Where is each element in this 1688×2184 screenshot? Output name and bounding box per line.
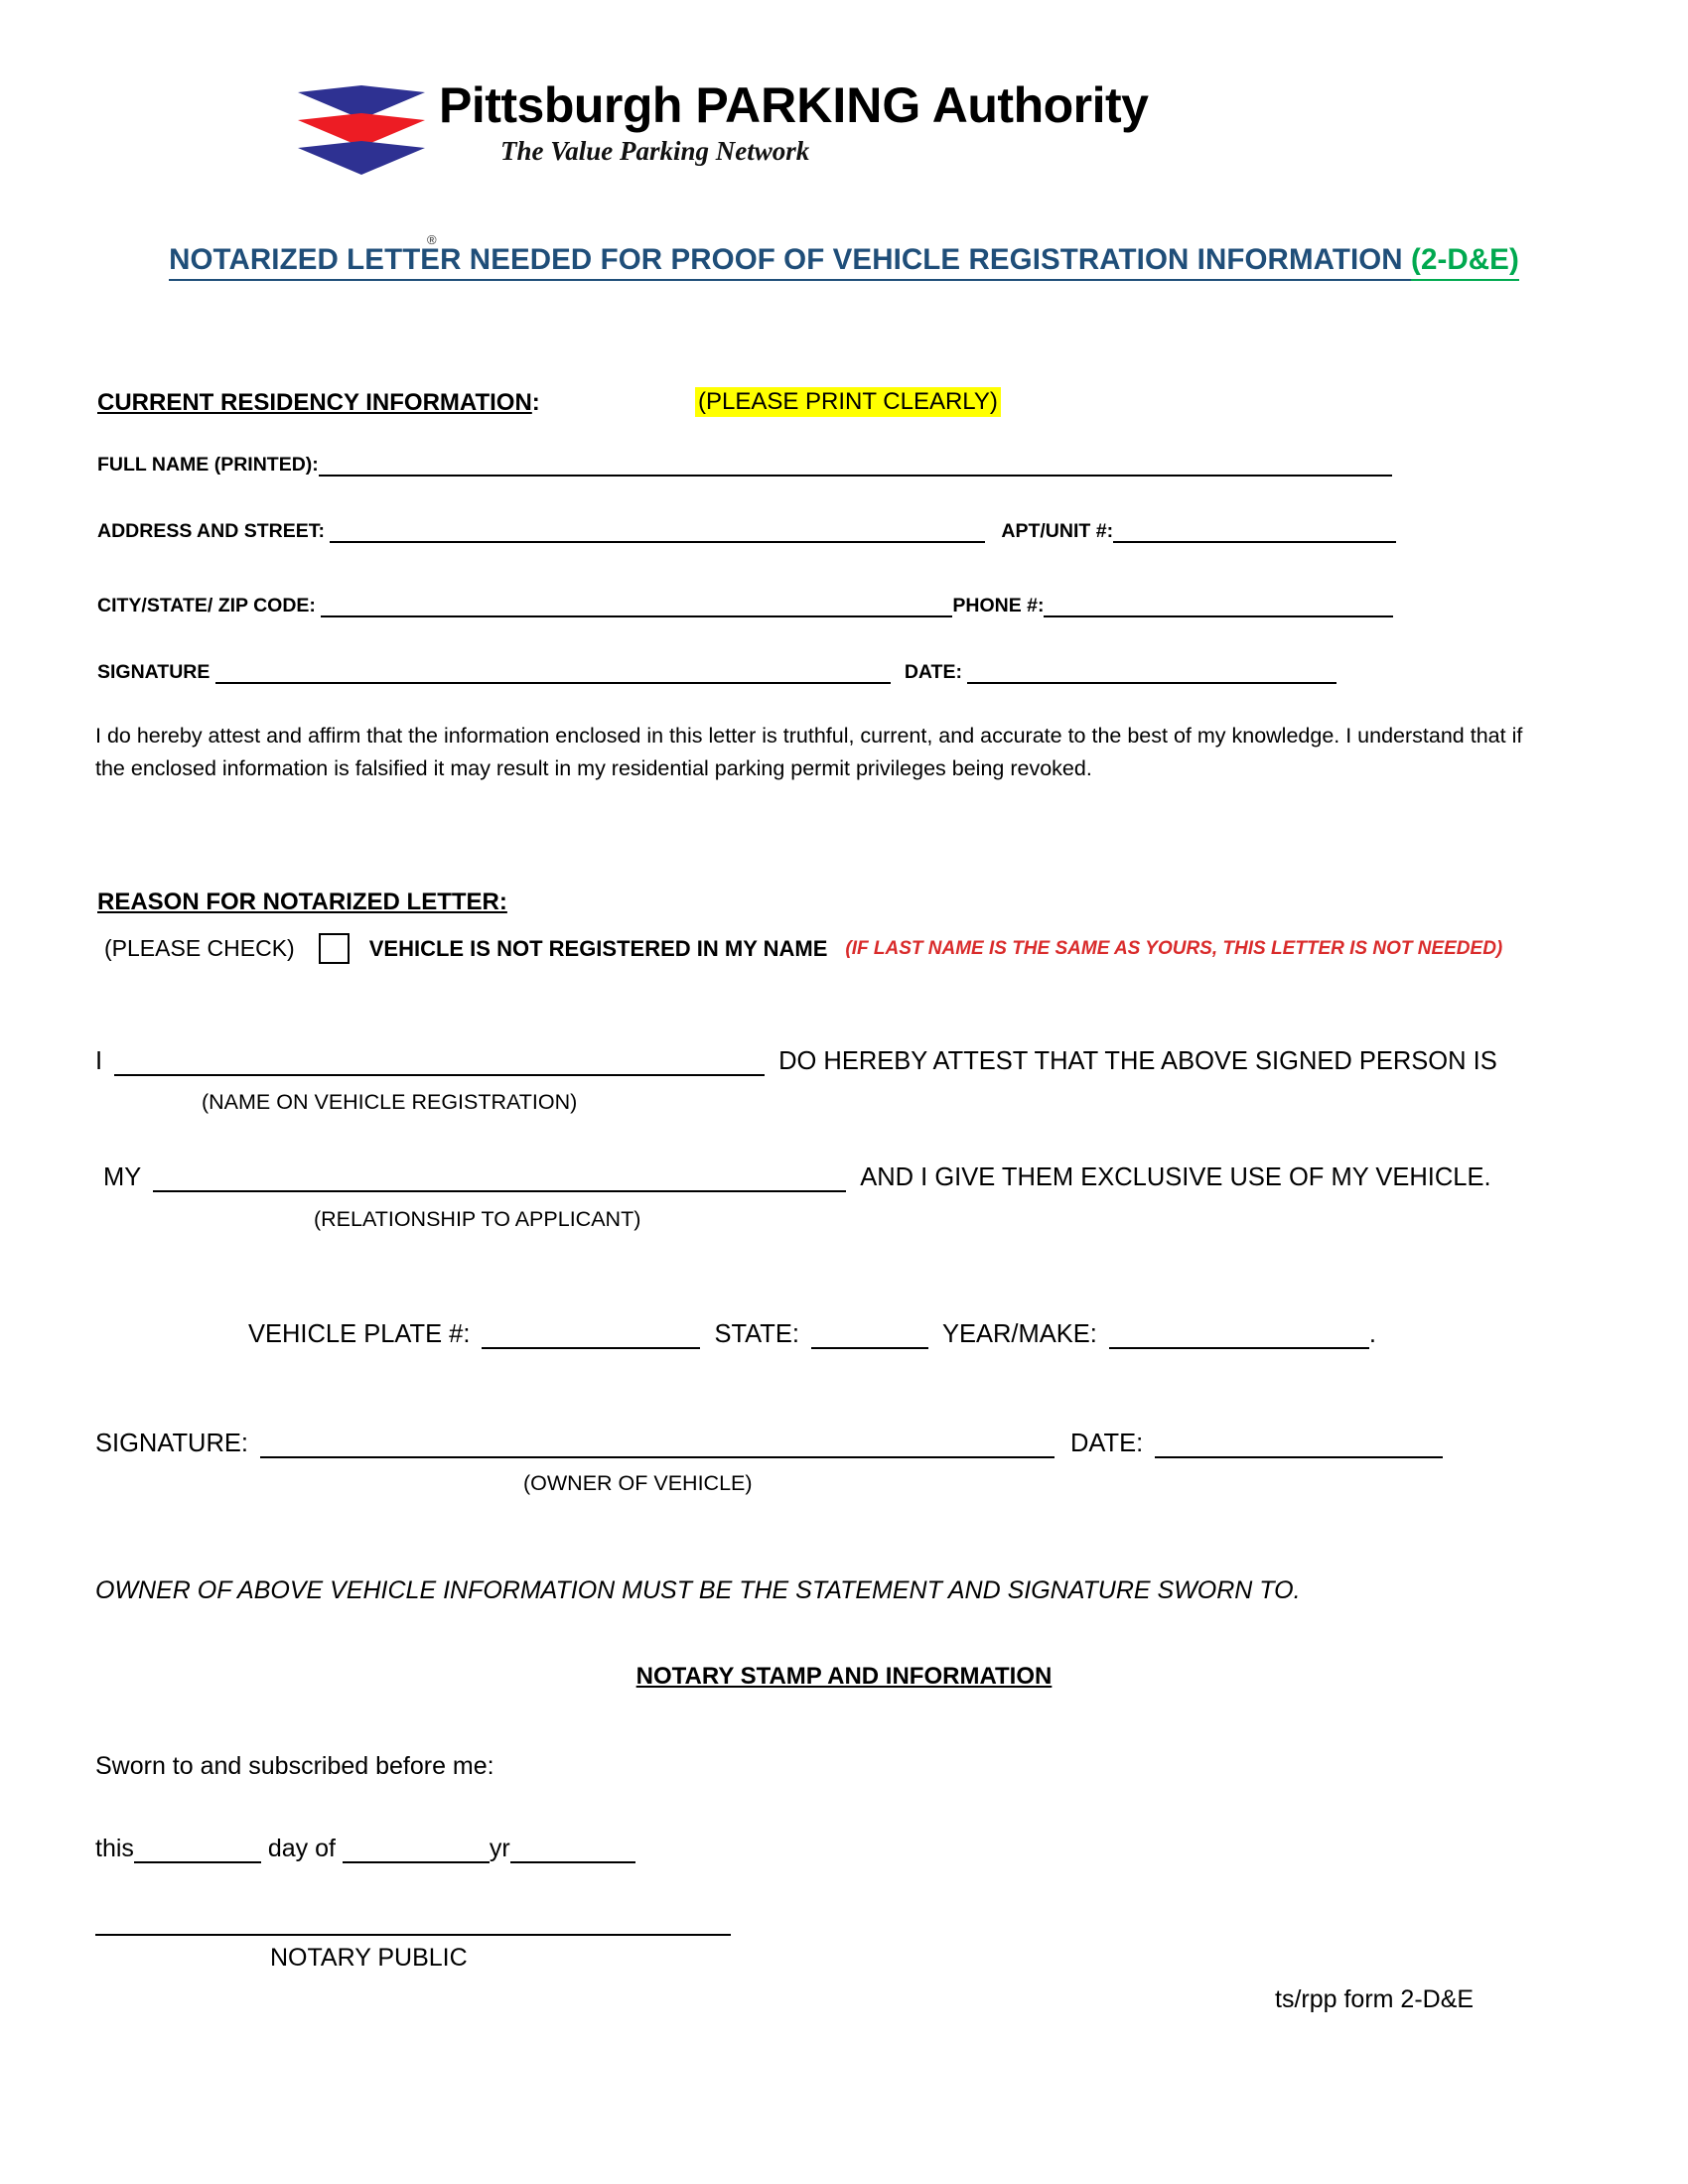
notary-day-input[interactable] bbox=[134, 1840, 261, 1863]
owner-date-label: DATE: bbox=[1069, 1430, 1144, 1457]
name-on-vehicle-registration-sublabel: (NAME ON VEHICLE REGISTRATION) bbox=[202, 1090, 578, 1114]
state-input[interactable] bbox=[811, 1323, 928, 1349]
address-and-street-input[interactable] bbox=[330, 519, 985, 543]
reason-checkbox-row bbox=[104, 933, 1502, 964]
owner-sworn-statement: OWNER OF ABOVE VEHICLE INFORMATION MUST BE THE STATEMENT AND SIGNATURE SWORN TO. bbox=[95, 1576, 1301, 1604]
current-residency-heading bbox=[97, 389, 540, 417]
declaration-line-2-suffix: AND I GIVE THEM EXCLUSIVE USE OF MY VEHICLE. bbox=[860, 1163, 1491, 1191]
owner-signature-label: SIGNATURE: bbox=[95, 1430, 248, 1457]
date-label: DATE: bbox=[904, 661, 968, 683]
vehicle-plate-label: VEHICLE PLATE #: bbox=[248, 1320, 471, 1348]
relationship-to-applicant-input[interactable] bbox=[153, 1166, 846, 1192]
logo-diamond-mark-icon bbox=[298, 85, 437, 247]
vehicle-not-registered-label: VEHICLE IS NOT REGISTERED IN MY NAME bbox=[368, 935, 828, 961]
date-input[interactable] bbox=[967, 660, 1336, 684]
document-title-form-code: (2-D&E) bbox=[1411, 243, 1519, 281]
address-and-street-label: ADDRESS AND STREET: bbox=[97, 520, 331, 542]
reason-for-notarized-letter-heading: REASON FOR NOTARIZED LETTER: bbox=[97, 888, 507, 915]
full-name-input[interactable] bbox=[319, 453, 1392, 477]
owner-signature-input[interactable] bbox=[260, 1433, 1055, 1458]
owner-date-input[interactable] bbox=[1155, 1433, 1443, 1458]
notary-public-label: NOTARY PUBLIC bbox=[270, 1944, 468, 1972]
declaration-line-2 bbox=[103, 1163, 1491, 1192]
declaration-line-1-prefix: I bbox=[95, 1047, 103, 1075]
vehicle-details-row bbox=[248, 1320, 1376, 1349]
year-make-period: . bbox=[1368, 1320, 1376, 1348]
declaration-line-2-prefix: MY bbox=[103, 1163, 142, 1191]
logo-wordmark-line bbox=[439, 77, 1148, 133]
apt-unit-label: APT/UNIT #: bbox=[1001, 520, 1114, 542]
logo-word-pittsburgh: Pittsburgh bbox=[439, 77, 696, 133]
pittsburgh-parking-authority-logo bbox=[298, 77, 1149, 247]
signature-label: SIGNATURE bbox=[97, 661, 215, 683]
address-field-row bbox=[97, 519, 1396, 543]
declaration-line-1-suffix: DO HEREBY ATTEST THAT THE ABOVE SIGNED PERSON IS bbox=[778, 1047, 1497, 1075]
day-of-word: day of bbox=[260, 1835, 343, 1862]
current-residency-heading-colon: : bbox=[531, 389, 540, 416]
city-state-zip-input[interactable] bbox=[321, 594, 952, 617]
notary-public-signature-line[interactable] bbox=[95, 1934, 731, 1936]
city-state-zip-field-row bbox=[97, 594, 1393, 617]
notary-month-input[interactable] bbox=[343, 1840, 490, 1863]
city-state-zip-label: CITY/STATE/ ZIP CODE: bbox=[97, 595, 322, 616]
year-make-input[interactable] bbox=[1109, 1323, 1369, 1349]
notary-year-input[interactable] bbox=[510, 1840, 635, 1863]
year-make-label: YEAR/MAKE: bbox=[941, 1320, 1097, 1348]
vehicle-plate-input[interactable] bbox=[482, 1323, 700, 1349]
current-residency-heading-text: CURRENT RESIDENCY INFORMATION bbox=[97, 389, 532, 416]
signature-field-row bbox=[97, 660, 1336, 684]
diamond-bottom-icon bbox=[298, 141, 425, 175]
registered-trademark-symbol: ® bbox=[427, 232, 437, 247]
please-print-clearly-highlight: (PLEASE PRINT CLEARLY) bbox=[695, 387, 1001, 417]
notary-stamp-heading bbox=[0, 1663, 1688, 1691]
full-name-label: FULL NAME (PRINTED): bbox=[97, 454, 319, 476]
state-label: STATE: bbox=[714, 1320, 799, 1348]
relationship-to-applicant-sublabel: (RELATIONSHIP TO APPLICANT) bbox=[314, 1207, 641, 1231]
this-word: this bbox=[95, 1835, 134, 1862]
phone-label: PHONE #: bbox=[952, 595, 1045, 616]
attestation-paragraph: I do hereby attest and affirm that the information enclosed in this letter is truthful, current, and accurate to the best of my knowledge. I understand that if the enclosed information is falsified it may result in my residential parking permit privileges being revoked. bbox=[95, 724, 1523, 780]
yr-word: yr bbox=[489, 1835, 510, 1862]
document-title-main: NOTARIZED LETTER NEEDED FOR PROOF OF VEHICLE REGISTRATION INFORMATION bbox=[169, 243, 1411, 281]
logo-tagline: The Value Parking Network bbox=[500, 136, 810, 166]
declaration-line-1 bbox=[95, 1047, 1497, 1076]
notary-stamp-heading-text: NOTARY STAMP AND INFORMATION bbox=[635, 1663, 1053, 1690]
vehicle-not-registered-checkbox[interactable] bbox=[319, 933, 350, 964]
full-name-field-row bbox=[97, 453, 1392, 477]
logo-word-authority: Authority bbox=[920, 77, 1149, 133]
owner-signature-row bbox=[95, 1430, 1443, 1458]
logo-wordmark bbox=[439, 77, 1148, 166]
signature-input[interactable] bbox=[215, 660, 891, 684]
footer-form-code: ts/rpp form 2-D&E bbox=[1275, 1985, 1475, 2013]
document-title bbox=[0, 243, 1688, 277]
sworn-before-me-text: Sworn to and subscribed before me: bbox=[95, 1752, 494, 1780]
notary-date-row bbox=[95, 1835, 635, 1863]
name-on-vehicle-registration-input[interactable] bbox=[114, 1050, 765, 1076]
apt-unit-input[interactable] bbox=[1113, 519, 1396, 543]
logo-word-parking: PARKING bbox=[695, 77, 921, 133]
owner-of-vehicle-sublabel: (OWNER OF VEHICLE) bbox=[523, 1471, 753, 1495]
please-check-label: (PLEASE CHECK) bbox=[104, 935, 295, 961]
phone-input[interactable] bbox=[1044, 594, 1393, 617]
last-name-same-note: (IF LAST NAME IS THE SAME AS YOURS, THIS LETTER IS NOT NEEDED) bbox=[845, 937, 1503, 959]
